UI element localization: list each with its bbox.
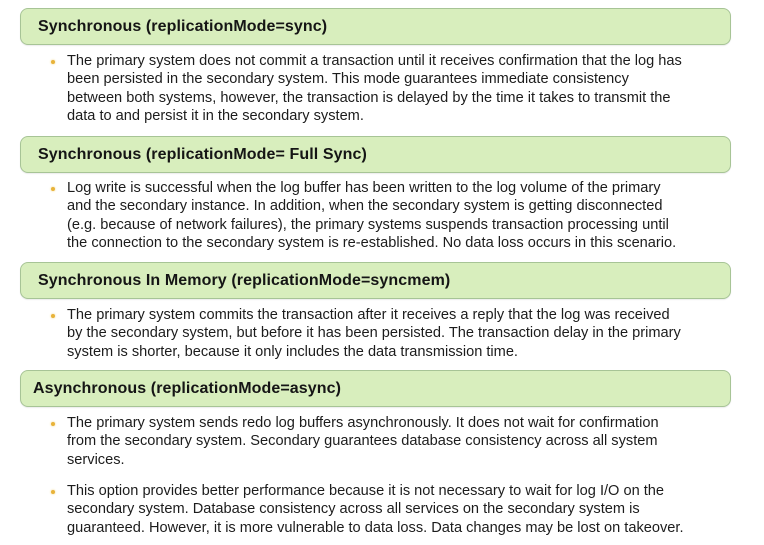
bullet-text (67, 179, 762, 252)
text-line: The primary system does not commit a transaction until it receives confirmation that the log has (67, 53, 682, 69)
text-line: and the secondary instance. In addition, when the secondary system is getting disconnected (67, 198, 663, 215)
text-line: data to and persist it in the secondary system. (67, 107, 364, 124)
text-line: (e.g. because of network failures), the primary systems suspends transaction processing until (67, 216, 669, 233)
section-header-full-sync (20, 136, 731, 173)
text-line: system is shorter, because it only includes the data transmission time. (67, 343, 518, 360)
text-line: between both systems, however, the transaction is delayed by the time it takes to transmit the (67, 89, 671, 106)
section-title: Synchronous (replicationMode= Full Sync) (38, 146, 367, 163)
text-line: services. (67, 451, 125, 468)
section-header-sync (20, 8, 731, 45)
section-title: Asynchronous (replicationMode=async) (33, 380, 342, 397)
bullet-icon (51, 187, 55, 191)
text-line: This option provides better performance because it is not necessary to wait for log I/O on the (67, 483, 665, 499)
text-line: secondary system. Database consistency across all services on the secondary system is (67, 501, 640, 518)
section-header-syncmem (20, 262, 731, 299)
bullet-icon (51, 60, 55, 64)
text-line: The primary system sends redo log buffers asynchronously. It does not wait for confirmation (67, 415, 659, 431)
text-line: from the secondary system. Secondary guarantees database consistency across all system (67, 433, 658, 450)
text-line: been persisted in the secondary system. This mode guarantees immediate consistency (67, 71, 629, 88)
bullet-text (67, 52, 762, 125)
section-title: Synchronous In Memory (replicationMode=syncmem) (38, 272, 451, 289)
section-title: Synchronous (replicationMode=sync) (38, 18, 328, 35)
section-header-async (20, 370, 731, 407)
bullet-text (67, 414, 762, 469)
text-line: the connection to the secondary system is re-established. No data loss occurs in this scenario. (67, 234, 677, 251)
text-line: The primary system commits the transaction after it receives a reply that the log was received (67, 307, 670, 323)
bullet-text (67, 306, 762, 361)
text-line: by the secondary system, but before it has been persisted. The transaction delay in the primary (67, 325, 681, 342)
text-line: Log write is successful when the log buffer has been written to the log volume of the primary (67, 180, 661, 196)
text-line: guaranteed. However, it is more vulnerable to data loss. Data changes may be lost on takeover. (67, 519, 684, 536)
bullet-text (67, 482, 762, 537)
bullet-icon (51, 490, 55, 494)
bullet-icon (51, 422, 55, 426)
bullet-icon (51, 314, 55, 318)
